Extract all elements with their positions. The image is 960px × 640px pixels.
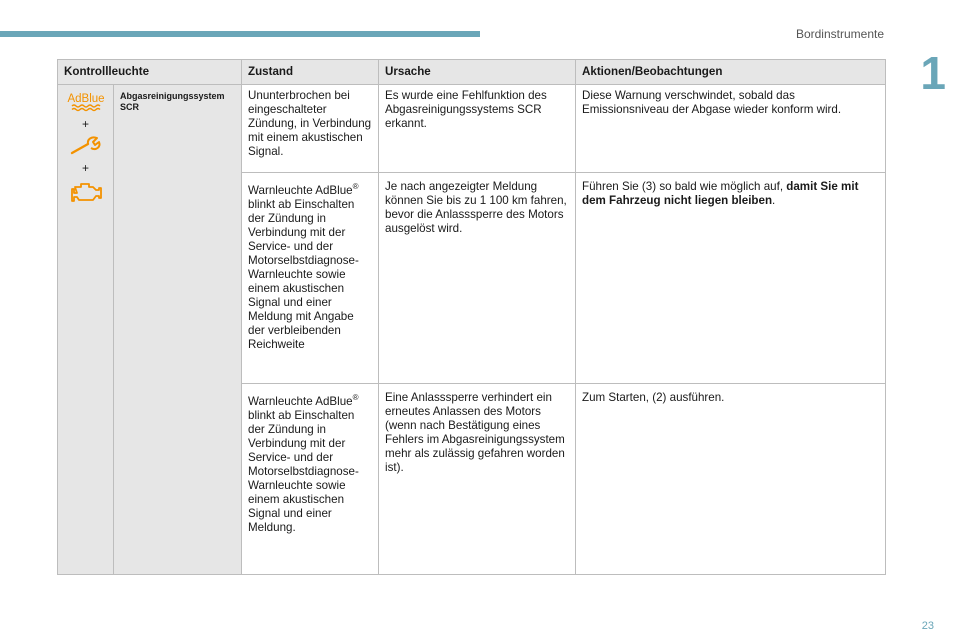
cell-ursache: Eine Anlasssperre verhindert ein erneutes Anlassen des Motors (wenn nach Bestätigung eines Fehlers im Abgasreinigungssystem mehr als zulässig gefahren worden ist). [379, 384, 576, 575]
cell-aktion [576, 173, 886, 384]
plus-sign: + [81, 117, 89, 131]
aktion-emphasis: damit Sie mit dem Fahrzeug nicht liegen bleiben [582, 180, 859, 207]
registered-mark: ® [352, 393, 359, 402]
page-number: 23 [921, 620, 934, 632]
table-header-row [58, 60, 886, 85]
column-header-ursache: Ursache [379, 60, 576, 85]
cell-ursache: Je nach angezeigter Meldung können Sie bis zu 1 100 km fahren, bevor die Anlasssperre des Motors ausgelöst wird. [379, 173, 576, 384]
plus-sign: + [81, 161, 89, 175]
warning-icons-cell [58, 85, 114, 575]
cell-ursache: Es wurde eine Fehlfunktion des Abgasreinigungssystems SCR erkannt. [379, 85, 576, 173]
warning-lamp-table [57, 59, 886, 575]
column-header-aktionen: Aktionen/Beobachtungen [576, 60, 886, 85]
cell-aktion: Zum Starten, (2) ausführen. [576, 384, 886, 575]
cell-zustand [242, 173, 379, 384]
chapter-number: 1 [920, 47, 946, 99]
zustand-text-a: Warnleuchte AdBlue [248, 394, 353, 408]
warning-lamp-name: Abgasreinigungssystem SCR [114, 85, 242, 575]
aktion-text: Führen Sie (3) so bald wie möglich auf, [582, 180, 787, 193]
zustand-text-a: Warnleuchte AdBlue [248, 183, 353, 197]
cell-zustand: Ununterbrochen bei eingeschalteter Zündung, in Verbindung mit einem akustischen Signal. [242, 85, 379, 173]
wrench-icon [68, 135, 104, 157]
aktion-period: . [772, 194, 776, 207]
zustand-text-b: blinkt ab Einschalten der Zündung in Verbindung mit der Service- und der Motorselbstdiagnose-Warnleuchte sowie einem akustischen Signal und einer Meldung. [248, 408, 359, 534]
header-accent-bar [0, 31, 480, 37]
cell-aktion: Diese Warnung verschwindet, sobald das Emissionsniveau der Abgase wieder konform wird. [576, 85, 886, 173]
engine-icon [66, 179, 106, 205]
cell-zustand [242, 384, 379, 575]
column-header-kontrollleuchte: Kontrollleuchte [58, 60, 242, 85]
adblue-icon [66, 91, 106, 113]
column-header-zustand: Zustand [242, 60, 379, 85]
zustand-text-b: blinkt ab Einschalten der Zündung in Verbindung mit der Service- und der Motorselbstdiagnose-Warnleuchte sowie einem akustischen Signal und einer Meldung mit Angabe der verbleibenden Reichweite [248, 197, 359, 351]
section-title: Bordinstrumente [795, 27, 884, 41]
adblue-icon-label: AdBlue [66, 93, 105, 105]
table-row [58, 85, 886, 173]
registered-mark: ® [352, 182, 359, 191]
